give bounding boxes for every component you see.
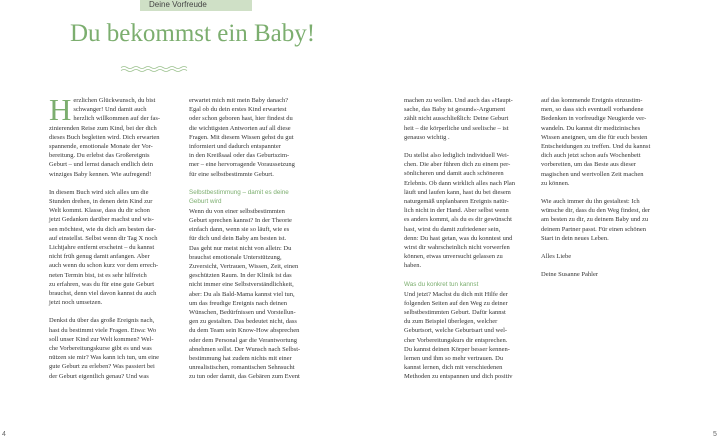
text-line: Geburt – und lernst danach endlich dein <box>49 161 153 169</box>
text-line: oder dem Personal gar die Verantwortung <box>189 336 298 344</box>
text-line: jetzt Gedanken darüber machst und wis- <box>49 216 154 224</box>
text-line: Geburtsort, welche Geburtsart und wel- <box>404 327 508 335</box>
text-line: soll unser Kind zur Welt kommen? Wel- <box>49 335 154 343</box>
text-line: winziges Baby kennen. Wie aufregend! <box>49 170 152 178</box>
text-line: jetzt noch umsetzen. <box>49 299 103 307</box>
text-line: genauso wichtig . <box>404 133 450 141</box>
text-line: wandeln. Du kannst dir medizinisches <box>541 124 641 132</box>
text-line: machen zu wollen. Und auch das »Haupt- <box>404 97 513 104</box>
paragraph <box>541 270 650 279</box>
text-column-3 <box>404 96 515 391</box>
text-line: zählt nicht ausschließlich: Deine Geburt <box>404 115 509 123</box>
text-line: für dich und dein Baby am besten ist. <box>189 235 287 243</box>
text-line: Zuversicht, Vertrauen, Wissen, Zeit, einen <box>189 263 299 271</box>
text-line: Lichtjahre entfernt erscheint – du kannst <box>49 244 155 252</box>
text-line: Erlebnis. Ob dann wirklich alles nach Plan <box>404 179 516 187</box>
drop-cap: H <box>49 92 72 127</box>
text-line: geschützten Raum. In der Klinik ist das <box>189 272 292 280</box>
text-line: Geburt sprechen kannst? In der Theorie <box>189 217 292 225</box>
text-line: nützen sie mir? Was kann ich tun, um eine <box>49 354 160 362</box>
text-line: läuft und laufen kann, hast du bei diesem <box>404 188 511 196</box>
text-line: In diesem Buch wird sich alles um die <box>49 188 149 196</box>
text-line: nicht früh genug damit anfangen. Aber <box>49 253 150 261</box>
paragraph <box>541 252 650 261</box>
text-line: deinem Partner passt. Für einen schönen <box>541 225 647 233</box>
text-line: zu können. <box>541 179 570 187</box>
text-line: chen. Die aber führen dich zu einem per- <box>404 161 511 169</box>
text-line: sönlicheren und damit auch schöneren <box>404 170 504 178</box>
text-line: Wissen aneignen, um die für euch besten <box>541 133 648 141</box>
text-line: Egal ob du dein erstes Kind erwartest <box>189 106 287 114</box>
text-line: Denkst du über das große Ereignis nach, <box>49 317 155 325</box>
text-line: Stunden drehen, in denen dein Kind zur <box>49 198 153 206</box>
text-line: am besten zu dir, zu deinem Baby und zu <box>541 216 649 224</box>
text-line: dich auch jetzt schon aufs Wochenbett <box>541 152 641 160</box>
paragraph <box>404 151 515 271</box>
paragraph <box>541 197 650 243</box>
paragraph <box>189 207 300 382</box>
text-line: erwartet mich mit mein Baby danach? <box>189 97 289 104</box>
section-label: Deine Vorfreude <box>149 0 207 9</box>
text-line: du zum Beispiel überlegen, welcher <box>404 318 498 326</box>
text-line: Du kannst deinen Körper besser kennen- <box>404 345 510 353</box>
text-line: haben. <box>404 262 422 270</box>
text-line: gen zu gestalten. Das bedeutet nicht, dass <box>189 318 297 326</box>
text-line: Das geht nur meist nicht von allein: Du <box>189 244 292 252</box>
text-line: hast, wirst du damit zufriedener sein, <box>404 225 501 233</box>
text-line: folgenden Seiten auf den Weg zu deiner <box>404 299 508 307</box>
text-line: Methoden zu entspannen und dich positiv <box>404 373 513 381</box>
text-line: Wenn du von einer selbstbestimmten <box>189 207 285 215</box>
text-line: mer – eine hervorragende Voraussetzung <box>189 161 295 169</box>
text-line: zu tun oder damit, das Gebären zum Event <box>189 373 300 381</box>
paragraph <box>189 96 300 179</box>
text-line: können, etwas unversucht gelassen zu <box>404 253 503 261</box>
text-line: nicht immer eine Selbstverständlichkeit, <box>189 281 294 289</box>
text-line: Start in dein neues Leben. <box>541 234 609 242</box>
text-line: selbstbestimmten Geburt. Dafür kannst <box>404 309 506 317</box>
text-line: herzlich willkommen auf der fas- <box>73 115 161 123</box>
text-line: der Geburt eigentlich genau? Und was <box>49 372 149 380</box>
text-line: cher Vorbereitungskurs dir entsprechen. <box>404 336 508 344</box>
text-line: Du stellst also lediglich individuell Wei- <box>404 152 509 160</box>
text-line: schwanger! Und damit auch <box>73 106 147 114</box>
text-line: Entscheidungen zu treffen. Und du kannst <box>541 143 651 151</box>
text-line: vorbereiten, um das Beste aus dieser <box>541 161 636 169</box>
text-line: um das freudige Ereignis nach deinen <box>189 299 288 307</box>
text-line: abnehmen sollst. Der Wunsch nach Selbst- <box>189 345 301 353</box>
text-line: spannende, emotionale Monate der Vor- <box>49 143 153 151</box>
text-line: unrealistischen, romantischen Sehnsucht <box>189 364 295 372</box>
paragraph <box>49 316 159 380</box>
page-title: Du bekommst ein Baby! <box>70 20 316 47</box>
page-number-left: 4 <box>2 431 6 438</box>
text-line: Wünschen, Bedürfnissen und Vorstellun- <box>189 309 296 317</box>
page-number-right: 5 <box>713 431 717 438</box>
paragraph <box>541 96 650 188</box>
text-line: Alles Liebe <box>541 253 572 261</box>
text-line: wirst dir wahrscheinlich nicht vorwerfen <box>404 244 510 252</box>
text-line: die wichtigsten Antworten auf all diese <box>189 124 291 132</box>
text-column-1 <box>49 92 161 390</box>
text-line: lernen und ihm so mehr vertrauen. Du <box>404 355 504 363</box>
section-heading <box>189 188 300 206</box>
paragraph <box>404 96 515 142</box>
text-line: Geburt wird <box>189 197 222 205</box>
text-line: für eine selbstbestimmte Geburt. <box>189 170 274 178</box>
text-line: brauchst emotionale Unterstützung, <box>189 253 282 261</box>
text-line: in den Kreißsaal oder das Geburtszim- <box>189 152 290 160</box>
text-line: kannst lernen, dich mit verschiedenen <box>404 364 503 372</box>
text-line: oder schon geboren hast, hier findest du <box>189 115 293 123</box>
text-line: neten Termin bist, ist es sehr hilfreich <box>49 271 147 279</box>
text-line: zu erfahren, was du für eine gute Geburt <box>49 280 155 288</box>
text-line: informiert und dadurch entspannter <box>189 143 281 151</box>
text-line: bereitung. Du erlebst das Großereignis <box>49 152 150 160</box>
paragraph <box>404 290 515 382</box>
text-line: aber: Du als Bald-Mama kannst viel tun, <box>189 290 295 298</box>
text-line: Und jetzt? Machst du dich mit Hilfe der <box>404 290 508 298</box>
text-line: denn: Du hast getan, was du konntest und <box>404 234 513 242</box>
text-line: auch wenn du schon kurz vor dem errech- <box>49 262 159 270</box>
text-line: gute Geburt zu erleben? Was passiert bei <box>49 363 155 371</box>
text-line: Was du konkret tun kannst <box>404 280 479 288</box>
text-line: men, so dass sich eventuell vorhandene <box>541 106 644 114</box>
text-line: du dem Team sein Know-How absprechen <box>189 327 300 335</box>
text-line: wünsche dir, dass du den Weg findest, der <box>541 207 651 215</box>
text-line: Deine Susanne Pahler <box>541 271 599 279</box>
text-line: erzlichen Glückwunsch, du bist <box>73 97 156 104</box>
text-line: heit – die körperliche und seelische – ist <box>404 124 509 132</box>
text-line: Bedenken in vorfreudige Neugierde ver- <box>541 115 647 123</box>
text-column-4 <box>541 96 650 288</box>
text-line: es anders kommt, als du es dir gewünscht <box>404 216 512 224</box>
text-line: Selbstbestimmung – damit es deine <box>189 188 289 196</box>
text-line: Fragen. Mit diesem Wissen gehst du gut <box>189 133 294 141</box>
text-line: Welt kommt. Klasse, dass du dir schon <box>49 207 150 215</box>
text-line: dieses Buch begleiten wird. Dich erwarten <box>49 133 160 141</box>
text-line: magischen und wertvollen Zeit machen <box>541 170 644 178</box>
section-heading <box>404 280 515 289</box>
paragraph <box>49 188 159 308</box>
paragraph <box>49 92 161 179</box>
text-line: einfach dann, wenn sie so läuft, wie es <box>189 226 290 234</box>
wave-divider-icon <box>120 65 188 73</box>
text-column-2 <box>189 96 300 391</box>
text-line: hast du bestimmt viele Fragen. Etwa: Wo <box>49 326 157 334</box>
text-line: naturgemäß unplanbaren Ereignis natür- <box>404 198 509 206</box>
text-line: brauchst, denn viel davon kannst du auch <box>49 290 157 298</box>
text-line: che Vorbereitungskurse gibt es und was <box>49 345 152 353</box>
text-line: sen möchtest, wie du dich am besten dar- <box>49 225 157 233</box>
text-line: bestimmung hat zudem nichts mit einer <box>189 355 292 363</box>
text-line: lich nicht in der Hand. Aber selbst wenn <box>404 207 509 215</box>
text-line: zinierenden Reise zum Kind, bei der dich <box>49 124 157 132</box>
text-line: auf das kommende Ereignis einzustim- <box>541 97 643 104</box>
text-line: sache, das Baby ist gesund«-Argument <box>404 106 506 114</box>
text-line: Wie auch immer du ihn gestaltest: Ich <box>541 198 640 206</box>
text-line: auf einstellst. Selbst wenn dir Tag X noch <box>49 234 158 242</box>
